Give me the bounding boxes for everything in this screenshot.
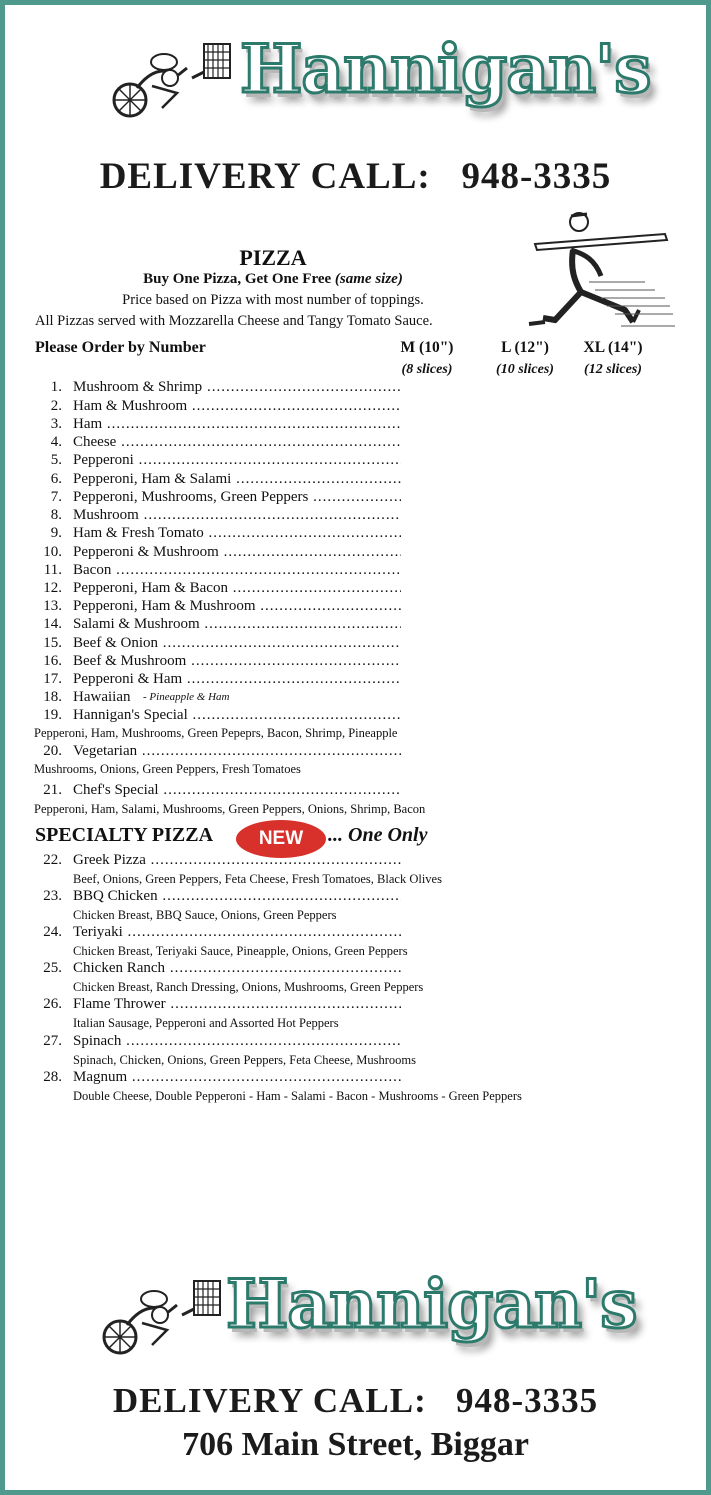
- item-description: Chicken Breast, Ranch Dressing, Onions, Mushrooms, Green Peppers: [73, 980, 424, 994]
- item-name: Pepperoni, Mushrooms, Green Peppers .....: [73, 488, 401, 506]
- item-description: Pepperoni, Ham, Salami, Mushrooms, Green Peppers, Onions, Shrimp, Bacon: [34, 802, 426, 816]
- item-number: 28.: [43, 1069, 62, 1085]
- item-number: 16.: [43, 653, 62, 669]
- item-number: 22.: [43, 852, 62, 868]
- item-note: - Pineapple & Ham: [143, 691, 230, 703]
- item-number: 1.: [50, 379, 62, 395]
- bottom-logo: [0, 1263, 711, 1373]
- item-number: 14.: [43, 616, 62, 632]
- item-name: Vegetarian .....: [73, 742, 401, 760]
- item-description: Double Cheese, Double Pepperoni - Ham - Salami - Bacon - Mushrooms - Green Peppers: [73, 1089, 522, 1103]
- item-name: Beef & Onion .....: [73, 634, 401, 652]
- item-name: Chef's Special .....: [73, 781, 401, 799]
- item-description: Italian Sausage, Pepperoni and Assorted Hot Peppers: [73, 1016, 339, 1030]
- specialty-title: SPECIALTY PIZZA: [35, 824, 214, 846]
- item-name: Pepperoni, Ham & Salami .....: [73, 470, 401, 488]
- item-name: Mushroom .....: [73, 506, 401, 524]
- price-basis-line: Price based on Pizza with most number of toppings.: [122, 292, 424, 308]
- item-number: 25.: [43, 960, 62, 976]
- item-number: 19.: [43, 707, 62, 723]
- item-name: Hawaiian: [73, 689, 131, 705]
- item-number: 7.: [50, 489, 62, 505]
- promo-note: (same size): [334, 271, 403, 287]
- item-name: Bacon .....: [73, 561, 401, 579]
- size-large-slices: (10 slices): [496, 362, 554, 377]
- size-medium-label: M (10"): [400, 339, 454, 356]
- item-name: Pepperoni & Mushroom .....: [73, 543, 401, 561]
- item-number: 5.: [50, 452, 62, 468]
- order-by-number-label: Please Order by Number: [35, 339, 206, 356]
- pizza-section-title: PIZZA: [239, 245, 307, 270]
- new-badge: NEW: [236, 820, 326, 858]
- item-number: 8.: [50, 507, 62, 523]
- item-name: Ham .....: [73, 415, 401, 433]
- item-name: Beef & Mushroom .....: [73, 652, 401, 670]
- item-number: 23.: [43, 888, 62, 904]
- item-description: Mushrooms, Onions, Green Peppers, Fresh Tomatoes: [34, 762, 301, 776]
- top-logo: [0, 28, 711, 138]
- brand-logo-text: Hannigan's: [226, 1265, 637, 1343]
- item-number: 2.: [50, 398, 62, 414]
- size-medium-slices: (8 slices): [401, 362, 453, 377]
- brand-logo-text: Hannigan's: [240, 30, 651, 108]
- item-description: Chicken Breast, Teriyaki Sauce, Pineapple, Onions, Green Peppers: [73, 944, 408, 958]
- specialty-suffix: ... One Only: [328, 824, 428, 846]
- item-number: 15.: [43, 635, 62, 651]
- item-name: Pepperoni .....: [73, 451, 401, 469]
- size-large-label: L (12"): [501, 339, 549, 356]
- item-name: BBQ Chicken .....: [73, 887, 401, 905]
- item-name: Magnum .....: [73, 1068, 401, 1086]
- item-name: Salami & Mushroom .....: [73, 615, 401, 633]
- item-number: 24.: [43, 924, 62, 940]
- item-number: 10.: [43, 544, 62, 560]
- item-number: 18.: [43, 689, 62, 705]
- item-name: Pepperoni, Ham & Mushroom .....: [73, 597, 401, 615]
- item-number: 20.: [43, 743, 62, 759]
- item-name: Greek Pizza .....: [73, 851, 401, 869]
- item-name: Pepperoni, Ham & Bacon .....: [73, 579, 401, 597]
- item-number: 6.: [50, 471, 62, 487]
- item-number: 17.: [43, 671, 62, 687]
- header-delivery-call: DELIVERY CALL: 948-3335: [99, 156, 612, 197]
- item-number: 11.: [43, 562, 62, 578]
- item-description: Spinach, Chicken, Onions, Green Peppers, Feta Cheese, Mushrooms: [73, 1053, 416, 1067]
- item-number: 21.: [43, 782, 62, 798]
- item-name: Hannigan's Special .....: [73, 706, 401, 724]
- item-name: Ham & Mushroom .....: [73, 397, 401, 415]
- item-name: Cheese .....: [73, 433, 401, 451]
- item-name: Flame Thrower .....: [73, 995, 401, 1013]
- item-number: 3.: [50, 416, 62, 432]
- chef-pizza-cyclist-logo-icon: [82, 1275, 232, 1365]
- footer-address: 706 Main Street, Biggar: [182, 1426, 529, 1463]
- item-number: 26.: [43, 996, 62, 1012]
- item-name: Teriyaki .....: [73, 923, 401, 941]
- size-xlarge-label: XL (14"): [583, 339, 643, 356]
- item-number: 13.: [43, 598, 62, 614]
- item-name: Mushroom & Shrimp .....: [73, 378, 401, 396]
- item-name: Spinach .....: [73, 1032, 401, 1050]
- item-number: 9.: [50, 525, 62, 541]
- item-number: 27.: [43, 1033, 62, 1049]
- item-description: Chicken Breast, BBQ Sauce, Onions, Green Peppers: [73, 908, 337, 922]
- item-number: 4.: [50, 434, 62, 450]
- promo-line: [0, 271, 546, 288]
- item-description: Pepperoni, Ham, Mushrooms, Green Pepeprs, Bacon, Shrimp, Pineapple: [34, 726, 398, 740]
- footer-delivery-call: DELIVERY CALL: 948-3335: [112, 1381, 599, 1420]
- served-with-line: All Pizzas served with Mozzarella Cheese and Tangy Tomato Sauce.: [35, 313, 433, 329]
- item-name: Ham & Fresh Tomato .....: [73, 524, 401, 542]
- item-number: 12.: [43, 580, 62, 596]
- item-description: Beef, Onions, Green Peppers, Feta Cheese, Fresh Tomatoes, Black Olives: [73, 872, 442, 886]
- item-name: Pepperoni & Ham .....: [73, 670, 401, 688]
- promo-main: Buy One Pizza, Get One Free: [143, 271, 332, 287]
- size-xlarge-slices: (12 slices): [584, 362, 642, 377]
- item-name: Chicken Ranch .....: [73, 959, 401, 977]
- chef-pizza-cyclist-logo-icon: [92, 38, 242, 128]
